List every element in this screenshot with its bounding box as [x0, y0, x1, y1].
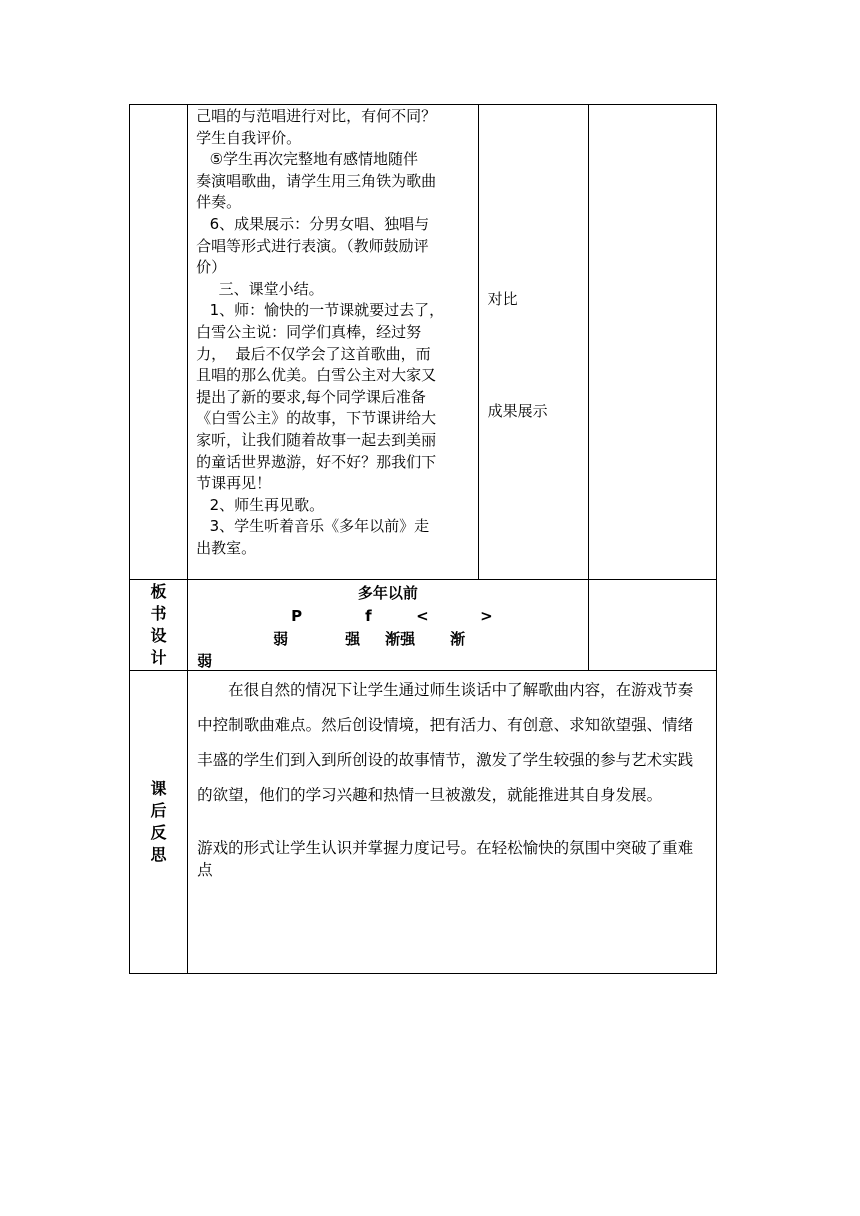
- process-line: 价）: [196, 258, 227, 277]
- symbol-decrescendo: >: [480, 607, 493, 625]
- process-line: 学生自我评价。: [196, 128, 302, 147]
- process-line: 2、师生再见歌。: [209, 495, 325, 514]
- word-weak-2: 弱: [197, 652, 213, 670]
- lesson-plan-table: [129, 104, 717, 974]
- process-line: 奏演唱歌曲，请学生用三角铁为歌曲: [196, 171, 437, 190]
- board-title: 多年以前: [357, 584, 418, 602]
- process-line: 三、课堂小结。: [218, 279, 324, 298]
- reflection-paragraph: 在很自然的情况下让学生通过师生谈话中了解歌曲内容，在游戏节奏中控制歌曲难点。然后创设情境，把有活力、有创意、求知欲望强、情绪丰盛的学生们到入到所创设的故事情节，激发了学生较强的参与艺术实践的欲望，他们的学习兴趣和热情一旦被激发，就能推进其自身发展。: [197, 681, 694, 804]
- method-showcase: 成果展示: [487, 402, 548, 420]
- method-cell: [478, 105, 588, 580]
- process-line: 提出了新的要求,每个同学课后准备: [196, 387, 426, 406]
- process-line: 力， 最后不仅学会了这首歌曲，而: [196, 344, 431, 363]
- notes-cell: [588, 105, 716, 580]
- word-weak: 弱: [273, 630, 289, 648]
- process-line: 的童话世界遨游，好不好？那我们下: [196, 452, 437, 471]
- process-line: 家听，让我们随着故事一起去到美丽: [196, 430, 437, 449]
- process-label-cell: [130, 105, 188, 580]
- board-design-content: [188, 580, 589, 671]
- reflection-content: [188, 671, 717, 974]
- process-line: 伴奏。: [196, 193, 242, 212]
- board-design-row: [130, 580, 717, 671]
- process-line: 《白雪公主》的故事，下节课讲给大: [196, 409, 437, 428]
- word-crescendo: 渐强: [385, 630, 416, 648]
- reflection-label: 课 后 反 思: [130, 671, 188, 974]
- word-gradual: 渐: [450, 630, 466, 648]
- process-line: 节课再见！: [196, 474, 272, 493]
- symbol-piano: P: [291, 607, 303, 625]
- method-contrast: 对比: [487, 290, 518, 308]
- process-line: 出教室。: [196, 538, 257, 557]
- process-line: ⑤学生再次完整地有感情地随伴: [209, 150, 419, 169]
- process-row: [130, 105, 717, 580]
- word-strong: 强: [345, 630, 361, 648]
- process-line: 己唱的与范唱进行对比，有何不同？: [196, 107, 437, 125]
- symbol-forte: f: [365, 607, 372, 625]
- board-design-label: 板 书 设 计: [130, 580, 188, 671]
- board-notes-cell: [588, 580, 716, 671]
- process-line: 3、学生听着音乐《多年以前》走: [209, 517, 430, 536]
- process-line: 白雪公主说：同学们真棒，经过努: [196, 322, 422, 341]
- symbol-crescendo: <: [416, 607, 429, 625]
- process-content-cell: [188, 105, 478, 580]
- reflection-row: [130, 671, 717, 974]
- process-line: 且唱的那么优美。白雪公主对大家又: [196, 366, 437, 385]
- reflection-paragraph: 游戏的形式让学生认识并掌握力度记号。在轻松愉快的氛围中突破了重难点: [197, 839, 694, 879]
- process-line: 1、师：愉快的一节课就要过去了，: [209, 301, 445, 320]
- process-line: 6、成果展示：分男女唱、独唱与: [209, 214, 430, 233]
- process-line: 合唱等形式进行表演。（教师鼓励评: [196, 236, 429, 255]
